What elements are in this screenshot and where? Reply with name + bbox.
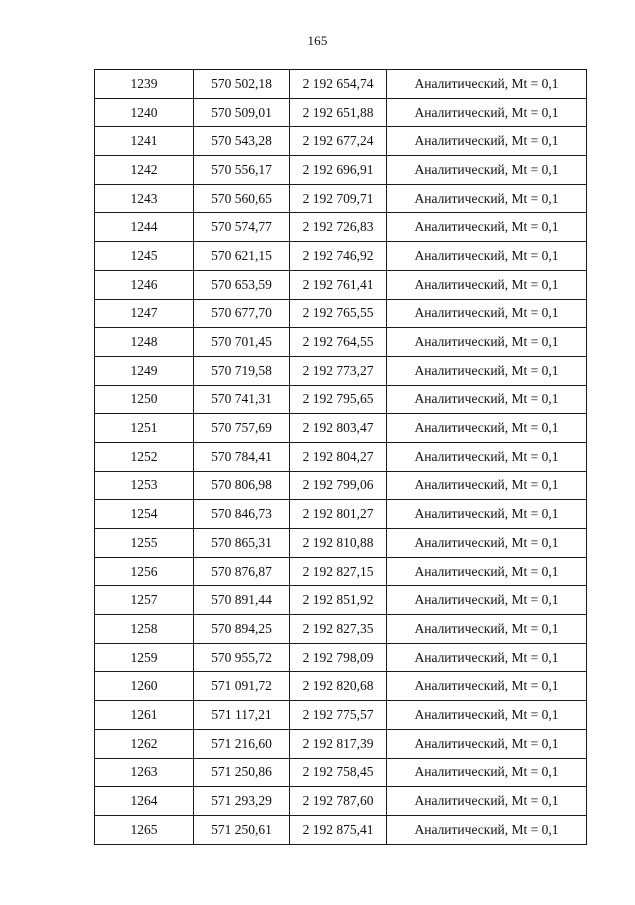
point-number-cell: 1250 xyxy=(95,385,194,414)
x-coordinate-cell: 570 741,31 xyxy=(194,385,290,414)
point-number-cell: 1240 xyxy=(95,98,194,127)
x-coordinate-cell: 571 250,61 xyxy=(194,815,290,844)
point-number-cell: 1239 xyxy=(95,70,194,99)
y-coordinate-cell: 2 192 804,27 xyxy=(290,442,387,471)
method-cell: Аналитический, Mt = 0,1 xyxy=(387,98,587,127)
point-number-cell: 1253 xyxy=(95,471,194,500)
y-coordinate-cell: 2 192 851,92 xyxy=(290,586,387,615)
x-coordinate-cell: 571 216,60 xyxy=(194,729,290,758)
table-row xyxy=(95,213,587,242)
y-coordinate-cell: 2 192 803,47 xyxy=(290,414,387,443)
x-coordinate-cell: 570 621,15 xyxy=(194,242,290,271)
method-cell: Аналитический, Mt = 0,1 xyxy=(387,385,587,414)
table-row xyxy=(95,787,587,816)
table-row xyxy=(95,328,587,357)
method-cell: Аналитический, Mt = 0,1 xyxy=(387,414,587,443)
y-coordinate-cell: 2 192 875,41 xyxy=(290,815,387,844)
point-number-cell: 1254 xyxy=(95,500,194,529)
y-coordinate-cell: 2 192 765,55 xyxy=(290,299,387,328)
y-coordinate-cell: 2 192 795,65 xyxy=(290,385,387,414)
table-row xyxy=(95,615,587,644)
x-coordinate-cell: 570 560,65 xyxy=(194,184,290,213)
page-number: 165 xyxy=(307,33,328,48)
x-coordinate-cell: 570 574,77 xyxy=(194,213,290,242)
x-coordinate-cell: 570 502,18 xyxy=(194,70,290,99)
x-coordinate-cell: 571 117,21 xyxy=(194,701,290,730)
point-number-cell: 1260 xyxy=(95,672,194,701)
table-row xyxy=(95,643,587,672)
table-row xyxy=(95,299,587,328)
table-row xyxy=(95,127,587,156)
method-cell: Аналитический, Mt = 0,1 xyxy=(387,471,587,500)
method-cell: Аналитический, Mt = 0,1 xyxy=(387,299,587,328)
method-cell: Аналитический, Mt = 0,1 xyxy=(387,787,587,816)
method-cell: Аналитический, Mt = 0,1 xyxy=(387,529,587,558)
x-coordinate-cell: 570 876,87 xyxy=(194,557,290,586)
point-number-cell: 1243 xyxy=(95,184,194,213)
y-coordinate-cell: 2 192 709,71 xyxy=(290,184,387,213)
x-coordinate-cell: 570 894,25 xyxy=(194,615,290,644)
table-row xyxy=(95,385,587,414)
y-coordinate-cell: 2 192 801,27 xyxy=(290,500,387,529)
table-row xyxy=(95,156,587,185)
table-row xyxy=(95,184,587,213)
method-cell: Аналитический, Mt = 0,1 xyxy=(387,328,587,357)
table-row xyxy=(95,70,587,99)
y-coordinate-cell: 2 192 696,91 xyxy=(290,156,387,185)
y-coordinate-cell: 2 192 746,92 xyxy=(290,242,387,271)
table-row xyxy=(95,701,587,730)
x-coordinate-cell: 570 757,69 xyxy=(194,414,290,443)
point-number-cell: 1259 xyxy=(95,643,194,672)
y-coordinate-cell: 2 192 787,60 xyxy=(290,787,387,816)
point-number-cell: 1252 xyxy=(95,442,194,471)
x-coordinate-cell: 570 543,28 xyxy=(194,127,290,156)
x-coordinate-cell: 571 250,86 xyxy=(194,758,290,787)
x-coordinate-cell: 570 719,58 xyxy=(194,356,290,385)
method-cell: Аналитический, Mt = 0,1 xyxy=(387,242,587,271)
table-row xyxy=(95,471,587,500)
table-row xyxy=(95,414,587,443)
x-coordinate-cell: 570 556,17 xyxy=(194,156,290,185)
y-coordinate-cell: 2 192 799,06 xyxy=(290,471,387,500)
x-coordinate-cell: 570 677,70 xyxy=(194,299,290,328)
y-coordinate-cell: 2 192 820,68 xyxy=(290,672,387,701)
table-row xyxy=(95,758,587,787)
table-row xyxy=(95,729,587,758)
point-number-cell: 1241 xyxy=(95,127,194,156)
point-number-cell: 1262 xyxy=(95,729,194,758)
method-cell: Аналитический, Mt = 0,1 xyxy=(387,672,587,701)
table-row xyxy=(95,242,587,271)
point-number-cell: 1249 xyxy=(95,356,194,385)
coordinates-table xyxy=(94,69,587,845)
y-coordinate-cell: 2 192 651,88 xyxy=(290,98,387,127)
y-coordinate-cell: 2 192 827,35 xyxy=(290,615,387,644)
point-number-cell: 1246 xyxy=(95,270,194,299)
method-cell: Аналитический, Mt = 0,1 xyxy=(387,442,587,471)
y-coordinate-cell: 2 192 677,24 xyxy=(290,127,387,156)
method-cell: Аналитический, Mt = 0,1 xyxy=(387,729,587,758)
point-number-cell: 1263 xyxy=(95,758,194,787)
x-coordinate-cell: 570 784,41 xyxy=(194,442,290,471)
method-cell: Аналитический, Mt = 0,1 xyxy=(387,586,587,615)
table-row xyxy=(95,356,587,385)
x-coordinate-cell: 570 865,31 xyxy=(194,529,290,558)
y-coordinate-cell: 2 192 810,88 xyxy=(290,529,387,558)
table-body xyxy=(95,70,587,845)
method-cell: Аналитический, Mt = 0,1 xyxy=(387,701,587,730)
method-cell: Аналитический, Mt = 0,1 xyxy=(387,615,587,644)
method-cell: Аналитический, Mt = 0,1 xyxy=(387,156,587,185)
x-coordinate-cell: 570 955,72 xyxy=(194,643,290,672)
x-coordinate-cell: 570 509,01 xyxy=(194,98,290,127)
method-cell: Аналитический, Mt = 0,1 xyxy=(387,213,587,242)
y-coordinate-cell: 2 192 773,27 xyxy=(290,356,387,385)
table-row xyxy=(95,815,587,844)
method-cell: Аналитический, Mt = 0,1 xyxy=(387,815,587,844)
point-number-cell: 1256 xyxy=(95,557,194,586)
y-coordinate-cell: 2 192 775,57 xyxy=(290,701,387,730)
method-cell: Аналитический, Mt = 0,1 xyxy=(387,270,587,299)
method-cell: Аналитический, Mt = 0,1 xyxy=(387,643,587,672)
point-number-cell: 1251 xyxy=(95,414,194,443)
point-number-cell: 1248 xyxy=(95,328,194,357)
point-number-cell: 1244 xyxy=(95,213,194,242)
method-cell: Аналитический, Mt = 0,1 xyxy=(387,70,587,99)
y-coordinate-cell: 2 192 827,15 xyxy=(290,557,387,586)
y-coordinate-cell: 2 192 654,74 xyxy=(290,70,387,99)
method-cell: Аналитический, Mt = 0,1 xyxy=(387,184,587,213)
table-row xyxy=(95,586,587,615)
point-number-cell: 1245 xyxy=(95,242,194,271)
y-coordinate-cell: 2 192 817,39 xyxy=(290,729,387,758)
point-number-cell: 1261 xyxy=(95,701,194,730)
table-row xyxy=(95,98,587,127)
x-coordinate-cell: 570 701,45 xyxy=(194,328,290,357)
point-number-cell: 1258 xyxy=(95,615,194,644)
point-number-cell: 1255 xyxy=(95,529,194,558)
point-number-cell: 1265 xyxy=(95,815,194,844)
y-coordinate-cell: 2 192 764,55 xyxy=(290,328,387,357)
x-coordinate-cell: 570 891,44 xyxy=(194,586,290,615)
method-cell: Аналитический, Mt = 0,1 xyxy=(387,557,587,586)
table-row xyxy=(95,442,587,471)
y-coordinate-cell: 2 192 761,41 xyxy=(290,270,387,299)
x-coordinate-cell: 571 091,72 xyxy=(194,672,290,701)
x-coordinate-cell: 570 653,59 xyxy=(194,270,290,299)
x-coordinate-cell: 570 806,98 xyxy=(194,471,290,500)
table-row xyxy=(95,529,587,558)
y-coordinate-cell: 2 192 798,09 xyxy=(290,643,387,672)
point-number-cell: 1257 xyxy=(95,586,194,615)
method-cell: Аналитический, Mt = 0,1 xyxy=(387,500,587,529)
table-row xyxy=(95,672,587,701)
y-coordinate-cell: 2 192 758,45 xyxy=(290,758,387,787)
table-row xyxy=(95,270,587,299)
point-number-cell: 1242 xyxy=(95,156,194,185)
point-number-cell: 1264 xyxy=(95,787,194,816)
method-cell: Аналитический, Mt = 0,1 xyxy=(387,356,587,385)
method-cell: Аналитический, Mt = 0,1 xyxy=(387,127,587,156)
method-cell: Аналитический, Mt = 0,1 xyxy=(387,758,587,787)
table-row xyxy=(95,500,587,529)
table-row xyxy=(95,557,587,586)
x-coordinate-cell: 570 846,73 xyxy=(194,500,290,529)
point-number-cell: 1247 xyxy=(95,299,194,328)
x-coordinate-cell: 571 293,29 xyxy=(194,787,290,816)
y-coordinate-cell: 2 192 726,83 xyxy=(290,213,387,242)
